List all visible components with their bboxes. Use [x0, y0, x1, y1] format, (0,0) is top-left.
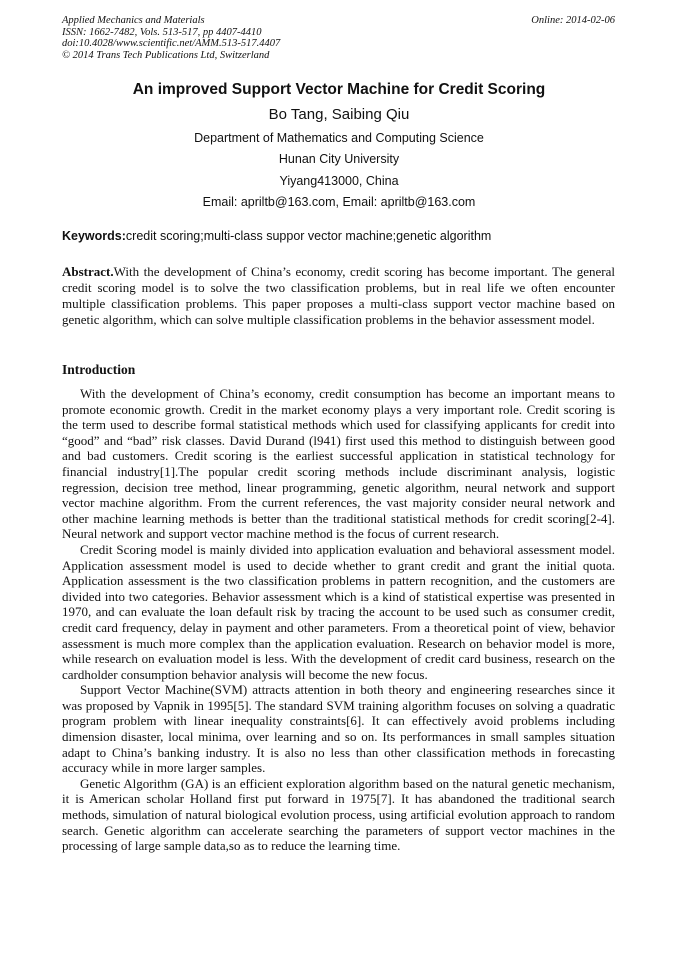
abstract-text: With the development of China’s economy, credit scoring has become important. The general credit scoring model is to solve the two classification problems, but in real life we often encounter multiple classification problems. This paper proposes a multi-class support vector machine based on genetic algorithm, which can solve multiple classification problems in the behavior assessment model.: [62, 264, 615, 327]
paragraph: Support Vector Machine(SVM) attracts attention in both theory and engineering researches since it was proposed by Vapnik in 1995[5]. The standard SVM training algorithm focuses on solving a quadratic program problem with linear inequality constraints[6]. It can effectively avoid problems including dimension disaster, local minima, over learning and so on. Its performances in small samples situation adapt to China’s banking industry. It is also no less than other classification methods in forecasting accuracy while in more larger samples.: [62, 682, 615, 776]
paragraph: Genetic Algorithm (GA) is an efficient exploration algorithm based on the natural genetic mechanism, it is American scholar Holland first put forward in 1975[7]. It has abandoned the traditional search methods, simulation of natural biological evolution process, using artificial evolution approach to random search. Genetic algorithm can accelerate searching the parameters of support vector machines in the processing of large sample data,so as to reduce the learning time.: [62, 775, 615, 854]
abstract-label: Abstract.: [62, 264, 114, 279]
affiliation-dept: Department of Mathematics and Computing Science: [194, 131, 484, 145]
affiliation-email: Email: apriltb@163.com, Email: apriltb@163.com: [202, 195, 476, 209]
introduction-body: [62, 386, 615, 854]
paragraph: Credit Scoring model is mainly divided into application evaluation and behavioral assessment model. Application assessment model is used to decide whether to grant credit and grant the initial quota. Application assessment is the two classification problems in pattern recognition, and the customers are divided into two categories. Behavior assessment which is a kind of statistical expertise was presented in 1970, and can evaluate the loan default risk by tracing the account to be used such as consumer credit, credit card frequency, delay in payment and other parameters. From a theoretical point of view, behavior assessment is much more complex than the application evaluation. Research on behavior model is more, while research on evaluation model is less. With the development of credit card business, research on the cardholder consumption behavior analysis will become the new focus.: [62, 541, 615, 682]
affiliation-city: Yiyang413000, China: [279, 174, 399, 188]
abstract: [62, 264, 615, 328]
section-heading-introduction: Introduction: [62, 362, 136, 377]
issn-line: ISSN: 1662-7482, Vols. 513-517, pp 4407-4410: [62, 26, 262, 38]
journal-name: Applied Mechanics and Materials: [62, 15, 205, 26]
paragraph: With the development of China’s economy, credit consumption has become an important means to promote economic growth. Credit in the market economy plays a very important role. Credit scoring is the term used to describe formal statistical methods which used for classifying applicants for credit into “good” and “bad” risk classes. David Durand (l941) first used this method to distinguish between good and bad customers. Credit scoring is the earliest successful application in statistical technology for financial industry[1].The popular credit scoring methods include discriminant analysis, logistic regression, decision tree method, linear programming, genetic algorithm, neural network and support vector machine algorithm. From the current references, the vast majority consider neural network and other machine learning methods is better than the traditional statistical methods for credit scoring[2-4]. Neural network and support vector machine method is the focus of current research.: [62, 386, 615, 542]
online-date: Online: 2014-02-06: [531, 15, 615, 26]
journal-header: [62, 15, 615, 61]
keywords-text: credit scoring;multi-class suppor vector machine;genetic algorithm: [125, 229, 492, 243]
affiliation-university: Hunan City University: [278, 152, 400, 166]
copyright-line: © 2014 Trans Tech Publications Ltd, Switzerland: [62, 49, 270, 61]
keywords-label: Keywords:: [62, 229, 126, 243]
keywords: [62, 229, 615, 243]
paper-title: An improved Support Vector Machine for Credit Scoring: [132, 81, 546, 98]
doi-line: doi:10.4028/www.scientific.net/AMM.513-517.4407: [62, 38, 281, 49]
authors: Bo Tang, Saibing Qiu: [268, 106, 410, 123]
